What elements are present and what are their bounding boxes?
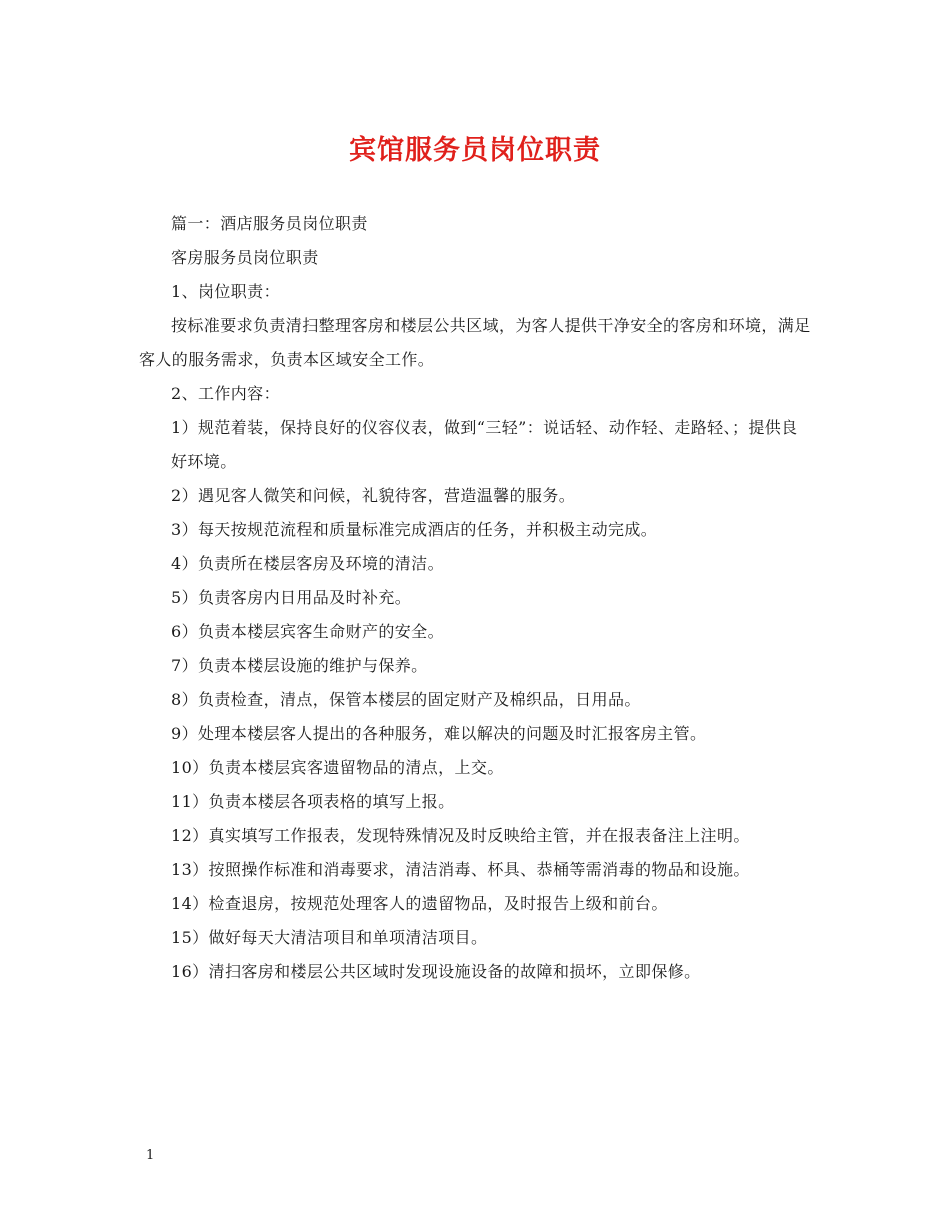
paragraph: 好环境。 <box>171 452 237 471</box>
paragraph: 客房服务员岗位职责 <box>171 248 319 267</box>
paragraph: 2）遇见客人微笑和问候，礼貌待客，营造温馨的服务。 <box>171 486 576 505</box>
paragraph: 4）负责所在楼层客房及环境的清洁。 <box>171 554 444 573</box>
paragraph: 13）按照操作标准和消毒要求，清洁消毒、杯具、恭桶等需消毒的物品和设施。 <box>171 860 750 879</box>
paragraph: 5）负责客房内日用品及时补充。 <box>171 588 412 607</box>
paragraph: 1）规范着装，保持良好的仪容仪表，做到“三轻”：说话轻、动作轻、走路轻、；提供良 <box>171 418 798 437</box>
document-body <box>139 207 815 989</box>
paragraph: 8）负责检查，清点，保管本楼层的固定财产及棉织品，日用品。 <box>171 690 641 709</box>
paragraph: 11）负责本楼层各项表格的填写上报。 <box>171 792 455 811</box>
paragraph: 10）负责本楼层宾客遗留物品的清点，上交。 <box>171 758 504 777</box>
paragraph: 9）处理本楼层客人提出的各种服务，难以解决的问题及时汇报客房主管。 <box>171 724 707 743</box>
paragraph: 3）每天按规范流程和质量标准完成酒店的任务，并积极主动完成。 <box>171 520 658 539</box>
paragraph: 6）负责本楼层宾客生命财产的安全。 <box>171 622 444 641</box>
page-title: 宾馆服务员岗位职责 <box>349 135 601 166</box>
paragraph: 2、工作内容： <box>171 384 280 403</box>
paragraph: 篇一：酒店服务员岗位职责 <box>171 214 368 233</box>
paragraph: 14）检查退房，按规范处理客人的遗留物品，及时报告上级和前台。 <box>171 894 668 913</box>
page-number: 1 <box>146 1148 155 1163</box>
paragraph: 按标准要求负责清扫整理客房和楼层公共区域，为客人提供干净安全的客房和环境，满足客人的服务需求，负责本区域安全工作。 <box>139 316 811 369</box>
paragraph: 7）负责本楼层设施的维护与保养。 <box>171 656 428 675</box>
paragraph: 15）做好每天大清洁项目和单项清洁项目。 <box>171 928 488 947</box>
paragraph: 1、岗位职责： <box>171 282 280 301</box>
paragraph: 16）清扫客房和楼层公共区域时发现设施设备的故障和损坏，立即保修。 <box>171 962 701 981</box>
paragraph: 12）真实填写工作报表，发现特殊情况及时反映给主管，并在报表备注上注明。 <box>171 826 750 845</box>
